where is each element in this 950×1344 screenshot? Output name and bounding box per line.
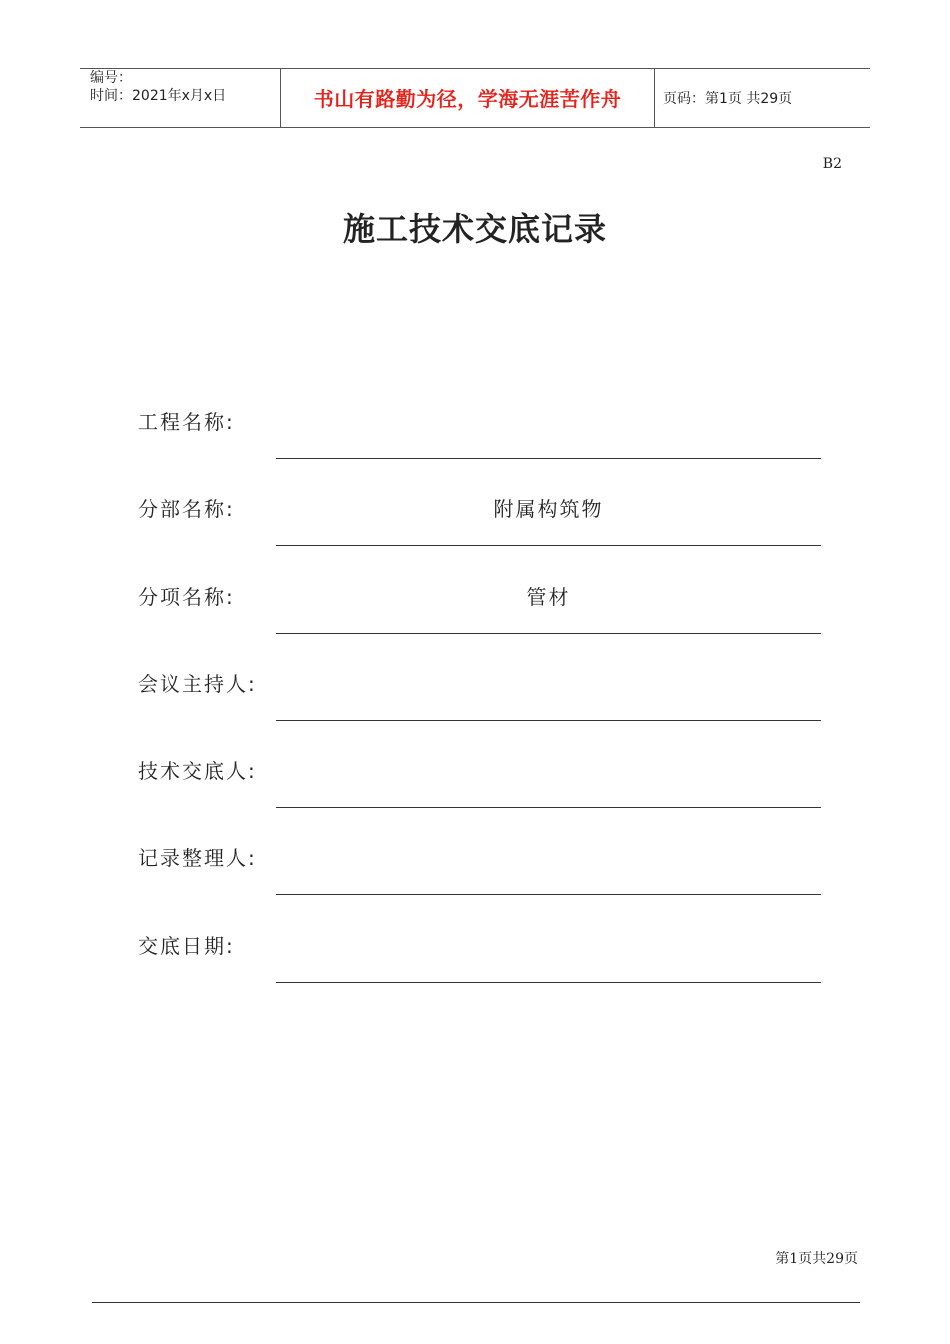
field-division-name (0, 495, 950, 583)
field-technical-presenter (0, 757, 950, 845)
field-briefing-date (0, 932, 950, 1020)
field-label: 交底日期: (138, 934, 235, 958)
field-label: 工程名称: (138, 410, 235, 434)
page-title: 施工技术交底记录 (342, 210, 607, 248)
field-label: 记录整理人: (138, 846, 257, 870)
underline (276, 720, 821, 721)
document-code: B2 (822, 156, 842, 172)
footer-page-number: 第1页共29页 (775, 1251, 858, 1267)
footer-divider (92, 1302, 860, 1303)
field-subitem-name (0, 583, 950, 671)
number-label: 编号： (90, 70, 132, 86)
field-meeting-host (0, 670, 950, 758)
underline (276, 982, 821, 983)
field-label: 会议主持人: (138, 672, 257, 696)
header-page-info: 页码：第1页 共29页 (663, 91, 793, 107)
motto-text: 书山有路勤为径，学海无涯苦作舟 (313, 87, 622, 111)
header-table (80, 68, 870, 128)
field-value[interactable]: 管材 (526, 585, 571, 609)
underline (276, 545, 821, 546)
field-label: 分部名称: (138, 497, 235, 521)
underline (276, 633, 821, 634)
header-motto-cell (281, 69, 655, 128)
time-label: 时间：2021年x月x日 (90, 88, 227, 104)
header-page-cell (655, 69, 870, 128)
underline (276, 894, 821, 895)
field-label: 技术交底人: (138, 759, 257, 783)
header-left-cell (80, 69, 281, 128)
field-record-organizer (0, 844, 950, 932)
field-project-name (0, 408, 950, 496)
underline (276, 807, 821, 808)
underline (276, 458, 821, 459)
field-value[interactable]: 附属构筑物 (493, 497, 604, 521)
field-label: 分项名称: (138, 585, 235, 609)
